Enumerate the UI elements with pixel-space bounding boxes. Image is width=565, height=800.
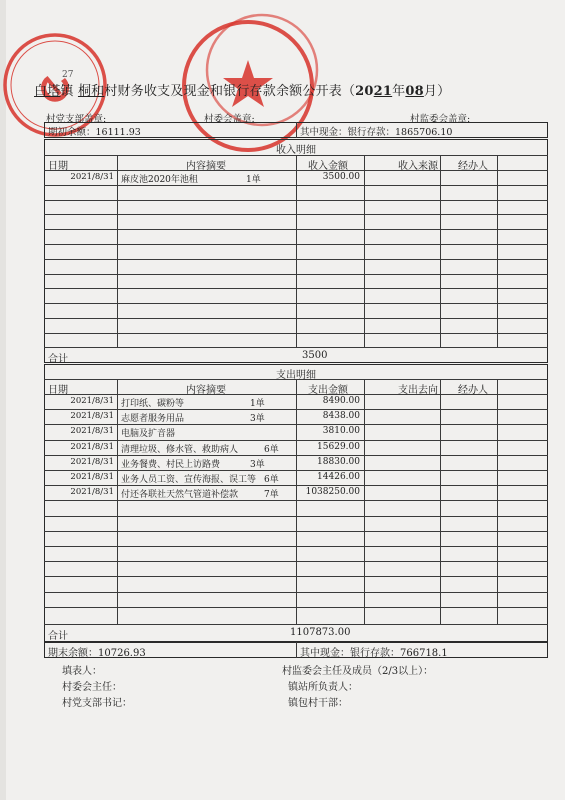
income-col-desc: 内容摘要 [186,161,226,172]
expense-row-date: 2021/8/31 [70,411,114,422]
expense-total: 1107873.00 [290,627,351,638]
opening-divider [296,122,297,138]
expense-row-amount: 1038250.00 [305,487,360,498]
expense-row-desc: 清理垃圾、修水管、救助病人 [121,444,239,455]
expense-row-date: 2021/8/31 [70,426,114,437]
income-col-rule [497,155,498,347]
income-row-date: 2021/8/31 [70,172,114,182]
income-col-rule [364,155,365,347]
expense-col-rule [440,379,441,624]
title-town-suffix: 镇 [60,84,74,99]
page-title [34,80,554,99]
title-rest: 村财务收支及现金和银行存款余额公开表（ [104,84,356,99]
footer-station-head: 镇站所负责人： [288,682,358,693]
opening-cash-bank: 其中现金：银行存款：1865706.10 [300,127,453,138]
expense-row-count: 3单 [250,414,265,425]
income-col-source: 收入来源 [398,161,438,172]
footer-supervision: 村监委会主任及成员（2/3以上）： [282,666,434,677]
expense-row-desc: 业务人员工资、宣传海报、误工等 [121,475,257,485]
expense-row-date: 2021/8/31 [70,487,114,498]
expense-row-desc: 业务餐费、村民上访路费 [121,459,221,470]
expense-col-amount: 支出金额 [308,385,348,396]
footer-party-secretary: 村党支部书记： [62,698,132,709]
page-number: 27 [62,70,74,80]
expense-row-desc: 打印纸、碳粉等 [121,399,185,409]
expense-row-date: 2021/8/31 [70,396,114,406]
expense-col-destination: 支出去向 [398,385,438,396]
expense-section-title: 支出明细 [276,370,316,381]
footer-committee-director: 村委会主任： [62,682,122,693]
expense-col-desc: 内容摘要 [186,385,226,396]
income-col-rule [296,155,297,347]
expense-col-rule [117,379,118,624]
expense-row-date: 2021/8/31 [70,472,114,482]
expense-row-date: 2021/8/31 [70,441,114,452]
committee-seal-label: 村委会盖章: [204,114,255,125]
expense-row-count: 6单 [264,444,279,455]
expense-row-amount: 15629.00 [317,441,360,452]
title-village: 桐和 [77,84,105,99]
income-col-amount: 收入金额 [308,161,348,172]
expense-row-amount: 14426.00 [317,472,360,482]
supervision-seal-label: 村监委会盖章: [410,114,471,125]
closing-divider [296,642,297,658]
income-total-label: 合计 [48,354,68,365]
income-section-title: 收入明细 [276,145,316,156]
expense-col-handler: 经办人 [458,385,488,396]
footer-filler: 填表人： [62,666,102,677]
expense-row-desc: 电脑及扩音器 [121,429,176,440]
expense-total-rule [44,624,548,625]
income-row-amount: 3500.00 [322,172,360,182]
title-month-suffix: 月） [423,84,451,99]
expense-row-desc: 志愿者服务用品 [121,414,185,425]
expense-row-count: 7单 [264,490,279,501]
income-col-rule [117,155,118,347]
income-col-handler: 经办人 [458,161,488,172]
expense-col-date: 日期 [48,385,68,396]
closing-balance: 期末余额：10726.93 [48,648,146,659]
expense-row-amount: 8438.00 [322,411,360,422]
income-row-desc: 麻皮池2020年池租 [121,175,198,185]
income-total: 3500 [302,350,328,361]
footer-village-cadre: 镇包村干部： [288,698,348,709]
title-town: 白塔 [34,84,61,99]
income-col-rule [440,155,441,347]
expense-col-rule [364,379,365,624]
expense-row-amount: 18830.00 [317,456,360,467]
title-month: 08 [405,84,424,99]
income-col-date: 日期 [48,161,68,172]
expense-row-amount: 3810.00 [322,426,360,437]
expense-row-count: 3单 [250,459,265,470]
party-seal-label: 村党支部盖章: [46,114,107,125]
expense-col-rule [497,379,498,624]
title-year-b: 21 [373,84,393,99]
opening-balance: 期初余额：16111.93 [48,127,141,138]
expense-row-count: 6单 [264,475,279,485]
income-row-count: 1单 [246,175,261,185]
income-total-rule [44,347,548,348]
title-year-a: 20 [355,84,374,99]
expense-total-label: 合计 [48,631,68,642]
expense-row-amount: 8490.00 [322,396,360,406]
title-year-c: 年 [392,84,406,99]
expense-col-rule [296,379,297,624]
expense-row-desc: 付还各联社天然气管道补偿款 [121,490,239,501]
expense-row-date: 2021/8/31 [70,456,114,467]
closing-cash-bank: 其中现金：银行存款：766718.1 [300,648,448,659]
expense-row-count: 1单 [250,399,265,409]
